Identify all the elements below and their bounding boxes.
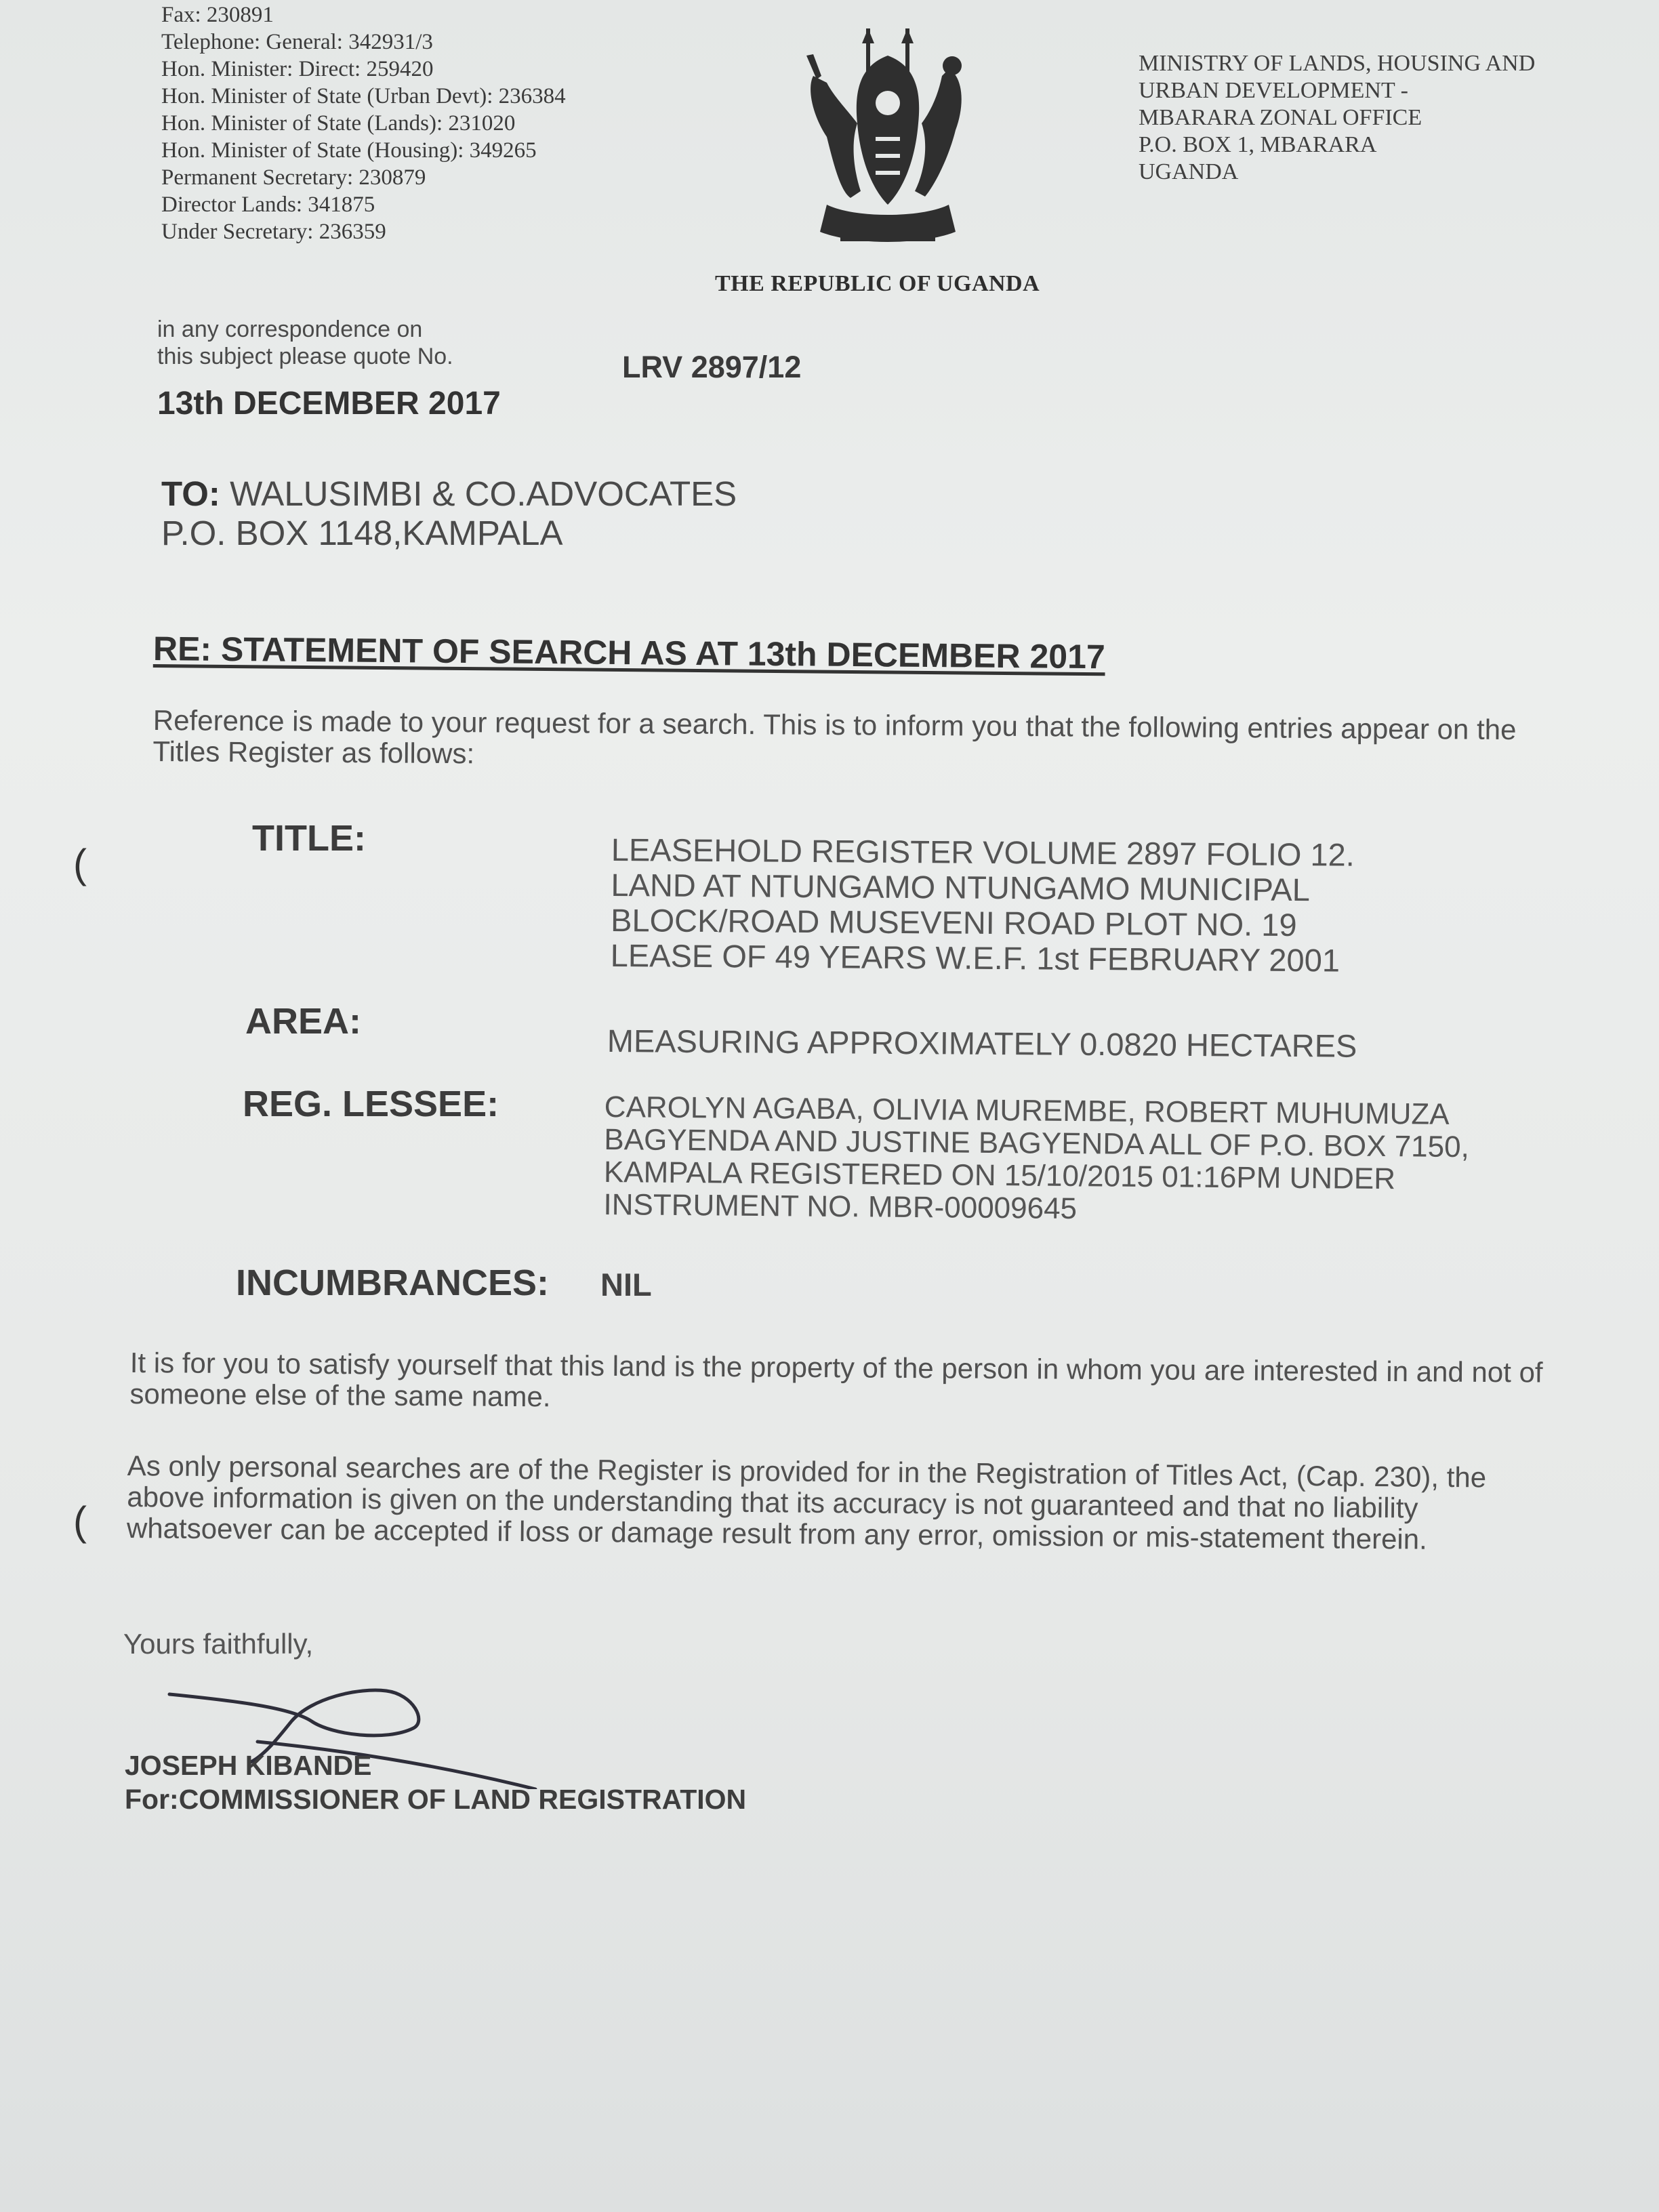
contact-telephone: Telephone: General: 342931/3 xyxy=(161,30,433,54)
lessee-line-1: CAROLYN AGABA, OLIVIA MUREMBE, ROBERT MUHUMUZA xyxy=(604,1090,1450,1131)
ministry-line-3: MBARARA ZONAL OFFICE xyxy=(1139,105,1422,130)
reference-label-line-1: in any correspondence on xyxy=(157,316,423,342)
closing-salutation: Yours faithfully, xyxy=(123,1628,314,1660)
ownership-notice: It is for you to satisfy yourself that this land is the property of the person in whom you are interested in and not of someone else of the same name. xyxy=(129,1347,1543,1413)
ministry-line-2: URBAN DEVELOPMENT - xyxy=(1139,78,1408,103)
contact-fax: Fax: 230891 xyxy=(161,3,274,27)
reference-label xyxy=(157,316,453,370)
area-value: MEASURING APPROXIMATELY 0.0820 HECTARES xyxy=(607,1023,1357,1064)
lessee-value xyxy=(603,1091,1469,1229)
title-value xyxy=(611,832,1355,979)
intro-paragraph: Reference is made to your request for a search. This is to inform you that the following entries appear on the Titles Register as follows: xyxy=(152,704,1517,770)
lessee-line-4: INSTRUMENT NO. MBR-00009645 xyxy=(603,1187,1078,1226)
contact-minister-urban: Hon. Minister of State (Urban Devt): 236384 xyxy=(161,84,566,108)
ministry-line-5: UGANDA xyxy=(1139,159,1239,184)
punch-hole-mark-bottom: ( xyxy=(73,1498,87,1544)
signatory-name: JOSEPH KIBANDE xyxy=(125,1750,372,1781)
incumbrances-value: NIL xyxy=(600,1267,652,1303)
subject-line: RE: STATEMENT OF SEARCH AS AT 13th DECEMBER 2017 xyxy=(152,630,1105,676)
title-line-3: BLOCK/ROAD MUSEVENI ROAD PLOT NO. 19 xyxy=(610,901,1297,943)
lessee-label: REG. LESSEE: xyxy=(243,1084,499,1124)
recipient-block xyxy=(161,474,737,553)
area-label: AREA: xyxy=(245,1001,361,1042)
title-line-2: LAND AT NTUNGAMO NTUNGAMO MUNICIPAL xyxy=(611,866,1311,908)
recipient-address: P.O. BOX 1148,KAMPALA xyxy=(161,514,563,552)
signatory-role: For:COMMISSIONER OF LAND REGISTRATION xyxy=(125,1784,747,1815)
republic-heading: THE REPUBLIC OF UGANDA xyxy=(715,271,1040,296)
contact-director-lands: Director Lands: 341875 xyxy=(161,192,375,217)
contact-under-secretary: Under Secretary: 236359 xyxy=(161,220,386,244)
reference-number: LRV 2897/12 xyxy=(622,350,802,384)
contact-minister-lands: Hon. Minister of State (Lands): 231020 xyxy=(161,111,516,136)
contact-minister-housing: Hon. Minister of State (Housing): 349265 xyxy=(161,138,537,163)
reference-label-line-2: this subject please quote No. xyxy=(157,344,453,369)
recipient-to-label: TO: xyxy=(161,474,220,513)
title-line-1: LEASEHOLD REGISTER VOLUME 2897 FOLIO 12. xyxy=(611,832,1355,873)
signatory-block xyxy=(125,1748,746,1816)
lessee-line-3: KAMPALA REGISTERED ON 15/10/2015 01:16PM UNDER xyxy=(603,1155,1396,1196)
lessee-line-2: BAGYENDA AND JUSTINE BAGYENDA ALL OF P.O. BOX 7150, xyxy=(604,1122,1470,1164)
ministry-line-1: MINISTRY OF LANDS, HOUSING AND xyxy=(1139,51,1536,76)
incumbrances-label: INCUMBRANCES: xyxy=(236,1263,549,1303)
title-line-4: LEASE OF 49 YEARS W.E.F. 1st FEBRUARY 2001 xyxy=(610,937,1340,979)
recipient-name: WALUSIMBI & CO.ADVOCATES xyxy=(230,474,737,513)
punch-hole-mark-top: ( xyxy=(73,841,87,886)
title-label: TITLE: xyxy=(252,818,366,859)
ministry-line-4: P.O. BOX 1, MBARARA xyxy=(1139,132,1377,157)
contact-minister: Hon. Minister: Direct: 259420 xyxy=(161,57,434,81)
ministry-address xyxy=(1139,50,1535,186)
contact-permanent-secretary: Permanent Secretary: 230879 xyxy=(161,165,426,190)
liability-notice: As only personal searches are of the Register is provided for in the Registration of Titles Act, (Cap. 230), the above information is given on the understanding that its accuracy is not guaranteed and that no liability whatsoever can be accepted if loss or damage result from any error, omission or mis-statement therein. xyxy=(126,1450,1487,1555)
letterhead-contacts xyxy=(161,1,566,245)
letter-date: 13th DECEMBER 2017 xyxy=(157,386,501,422)
uganda-coat-of-arms-icon xyxy=(786,28,989,259)
